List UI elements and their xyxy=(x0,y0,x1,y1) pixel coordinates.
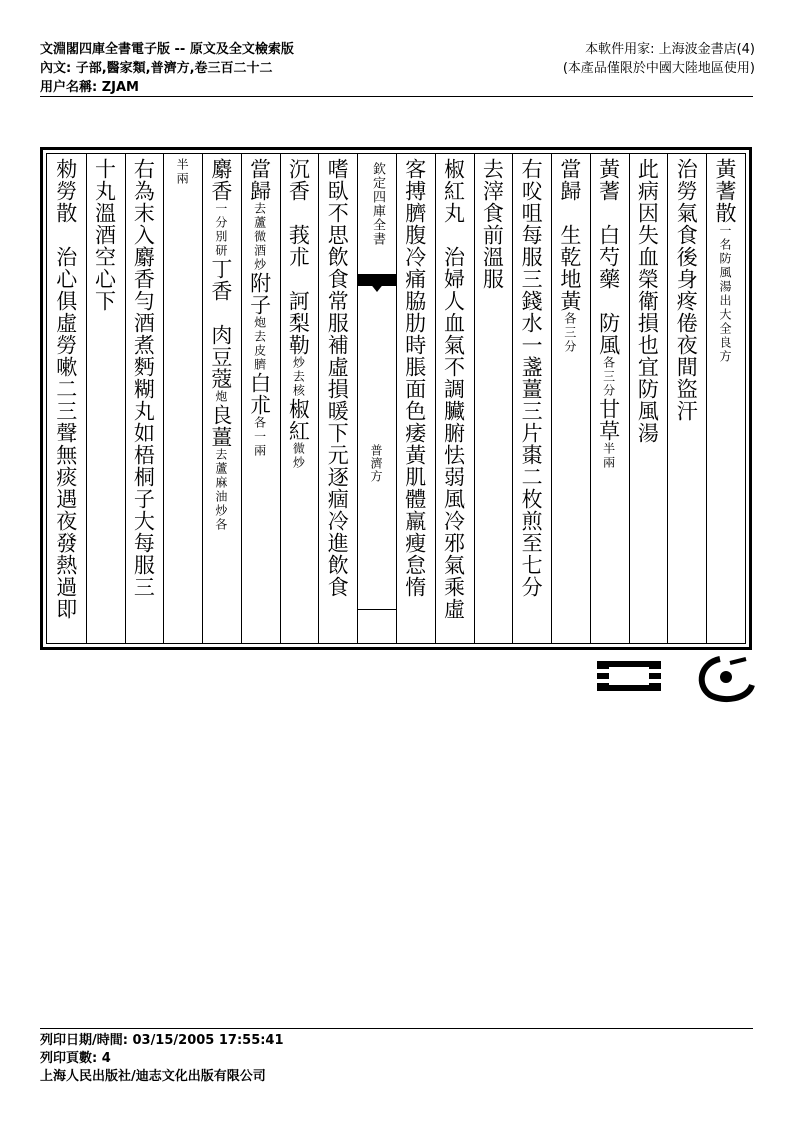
text-column xyxy=(318,154,357,643)
column-text xyxy=(627,158,667,444)
text-column xyxy=(512,154,551,643)
text-column xyxy=(590,154,629,643)
text-column xyxy=(241,154,280,643)
header-content-path: 內文: 子部,醫家類,普濟方,卷三百二十二 xyxy=(40,61,273,76)
footer-rule xyxy=(40,1028,753,1029)
main-text: 丁香 肉豆蔻 xyxy=(208,258,233,390)
text-column xyxy=(667,154,706,643)
annotation-text: 去蘆微酒炒 xyxy=(252,202,267,272)
annotation-text: 半兩 xyxy=(601,442,616,470)
text-column xyxy=(706,154,745,643)
spine-divider xyxy=(358,609,396,610)
header-licensee: 本軟件用家: 上海波金書店(4) xyxy=(585,42,755,57)
column-text xyxy=(162,158,202,186)
main-text: 當歸 xyxy=(247,158,272,202)
text-column xyxy=(86,154,125,643)
header-right xyxy=(563,40,755,78)
column-text xyxy=(434,158,474,620)
column-text xyxy=(589,158,629,470)
text-column xyxy=(551,154,590,643)
annotation-text: 半兩 xyxy=(175,158,190,186)
main-text: 勑勞散 治心俱虛勞嗽二三聲無痰遇夜發熱過即 xyxy=(53,158,78,620)
column-text xyxy=(705,158,745,364)
header-restriction: (本產品僅限於中國大陸地區使用) xyxy=(562,61,755,76)
column-text xyxy=(278,158,318,470)
column-text xyxy=(472,158,512,290)
header-username: 用户名稱: ZJAM xyxy=(40,80,139,95)
main-text: 去滓食前溫服 xyxy=(480,158,505,290)
spine-column xyxy=(357,154,396,643)
header-rule xyxy=(40,96,753,97)
main-text: 白朮 xyxy=(247,372,272,416)
main-text: 椒紅 xyxy=(286,398,311,442)
main-text: 嗜臥不思飲食常服補虛損暖下元逐痼冷進飲食 xyxy=(325,158,350,598)
main-text: 麝香 xyxy=(208,158,233,202)
text-column xyxy=(629,154,668,643)
text-column xyxy=(435,154,474,643)
main-text: 良薑 xyxy=(208,404,233,448)
column-text xyxy=(511,158,551,598)
annotation-text: 各三分 xyxy=(601,356,616,398)
column-text xyxy=(46,158,86,620)
footer xyxy=(40,1032,284,1086)
annotation-text: 炮 xyxy=(213,390,228,404)
print-page-count: 列印頁數: 4 xyxy=(40,1051,111,1066)
text-column xyxy=(396,154,435,643)
annotation-text: 微炒 xyxy=(291,442,306,470)
spine-fishtail-icon xyxy=(358,274,396,286)
annotation-text: 一名防風湯出大全良方 xyxy=(717,224,732,364)
seal-left-icon xyxy=(595,655,665,695)
annotation-text: 各一兩 xyxy=(252,416,267,458)
annotation-text: 去蘆麻油炒各 xyxy=(213,448,228,532)
main-text: 此病因失血榮衛損也宜防風湯 xyxy=(635,158,660,444)
annotation-text: 一分別研 xyxy=(213,202,228,258)
main-text: 十丸溫酒空心下 xyxy=(92,158,117,312)
annotation-text: 炮去皮臍 xyxy=(252,316,267,372)
text-column xyxy=(474,154,513,643)
main-text: 客搏臍腹冷痛脇肋時脹面色痿黃肌體羸瘦怠惰 xyxy=(402,158,427,598)
column-text xyxy=(85,158,125,312)
column-text xyxy=(666,158,706,422)
main-text: 治勞氣食後身疼倦夜間盜汗 xyxy=(674,158,699,422)
main-text: 黃蓍 白芍藥 防風 xyxy=(596,158,621,356)
column-text xyxy=(395,158,435,598)
column-text xyxy=(201,158,241,532)
column-text xyxy=(317,158,357,598)
main-text: 椒紅丸 治婦人血氣不調臟腑怯弱風冷邪氣乘虛 xyxy=(441,158,466,620)
main-text: 甘草 xyxy=(596,398,621,442)
text-frame xyxy=(40,147,752,650)
column-text xyxy=(550,158,590,354)
annotation-text: 各三分 xyxy=(562,312,577,354)
main-text: 沉香 莪朮 訶梨勒 xyxy=(286,158,311,356)
text-column xyxy=(125,154,164,643)
column-text xyxy=(123,158,163,598)
main-text: 右㕮咀每服三錢水一盞薑三片棗二枚煎至七分 xyxy=(519,158,544,598)
main-text: 當歸 生乾地黃 xyxy=(557,158,582,312)
text-column xyxy=(47,154,86,643)
spine-title: 欽定四庫全書 xyxy=(369,162,385,246)
text-columns xyxy=(46,153,746,644)
text-column xyxy=(202,154,241,643)
column-text xyxy=(240,158,280,458)
annotation-text: 炒去核 xyxy=(291,356,306,398)
seal-right-icon xyxy=(690,655,756,705)
publisher: 上海人民出版社/迪志文化出版有限公司 xyxy=(40,1069,266,1084)
spine-book-name: 普濟方 xyxy=(368,444,383,483)
header-title: 文淵閣四庫全書電子版 -- 原文及全文檢索版 xyxy=(40,42,294,57)
header-left xyxy=(40,40,294,97)
main-text: 黃蓍散 xyxy=(712,158,737,224)
print-datetime: 列印日期/時間: 03/15/2005 17:55:41 xyxy=(40,1033,284,1048)
text-column xyxy=(163,154,202,643)
main-text: 附子 xyxy=(247,272,272,316)
text-column xyxy=(280,154,319,643)
main-text: 右為末入麝香勻酒煮麪糊丸如梧桐子大每服三 xyxy=(131,158,156,598)
